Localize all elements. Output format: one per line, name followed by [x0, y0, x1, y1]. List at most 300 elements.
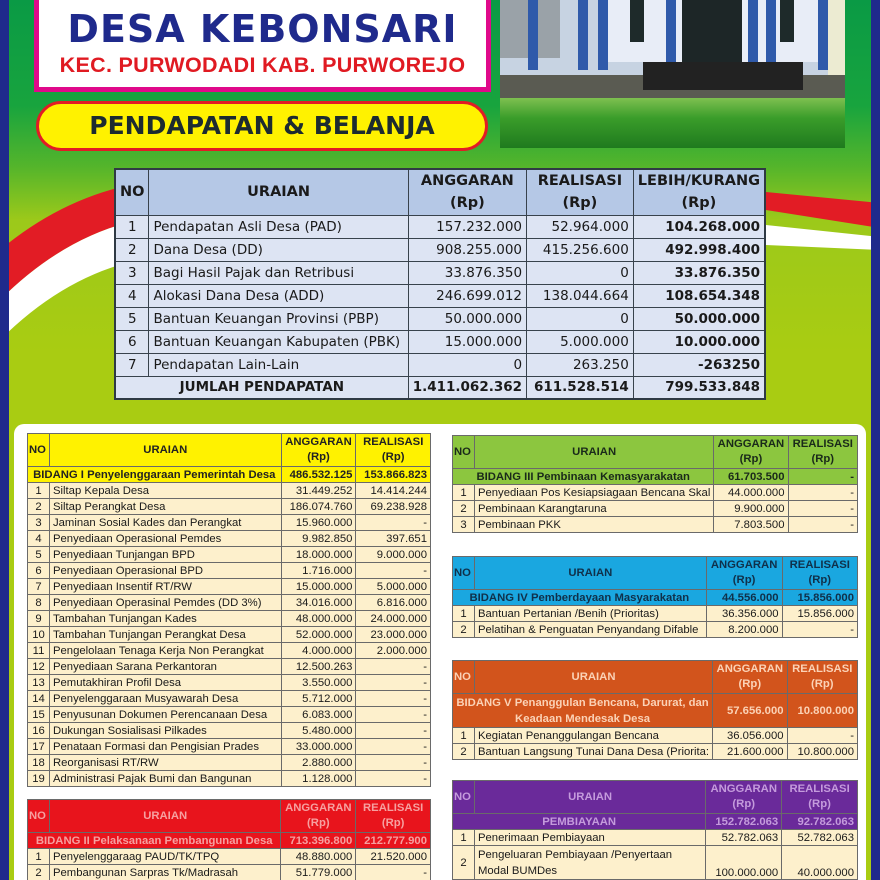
right-frame-bar — [871, 0, 880, 880]
row-realisasi: - — [356, 675, 431, 691]
table-row — [453, 622, 858, 638]
unit-label: (Rp) — [307, 817, 330, 829]
lebih-kurang-unit: (Rp) — [681, 195, 717, 212]
row-realisasi: 23.000.000 — [356, 627, 431, 643]
col-header-no: NO — [453, 436, 475, 469]
section-pill: PENDAPATAN & BELANJA — [36, 101, 488, 151]
table-row — [115, 261, 765, 284]
row-no: 10 — [28, 627, 50, 643]
unit-label: (Rp) — [732, 798, 756, 810]
col-header-anggaran — [713, 661, 787, 694]
anggaran-label: ANGGARAN — [710, 783, 777, 795]
bidang-summary-row — [453, 469, 858, 485]
row-uraian: Dana Desa (DD) — [149, 238, 408, 261]
table-row — [28, 755, 431, 771]
table-row — [115, 215, 765, 238]
row-realisasi: - — [788, 501, 858, 517]
row-anggaran: 52.000.000 — [281, 627, 356, 643]
row-anggaran: 186.074.760 — [281, 499, 356, 515]
bidang-5-table — [452, 660, 858, 760]
row-uraian: Siltap Perangkat Desa — [49, 499, 281, 515]
row-realisasi: - — [356, 755, 431, 771]
row-uraian-line1: Pengeluaran Pembiayaan /Penyertaan — [477, 849, 673, 861]
table-row — [453, 517, 858, 533]
bidang-1-table — [27, 433, 431, 787]
row-uraian: Jaminan Sosial Kades dan Perangkat — [49, 515, 281, 531]
table-row — [453, 501, 858, 517]
row-uraian: Penyediaan Sarana Perkantoran — [49, 659, 281, 675]
row-uraian: Tambahan Tunjangan Perangkat Desa — [49, 627, 281, 643]
col-header-anggaran — [281, 434, 356, 467]
bidang-title: PEMBIAYAAN — [453, 814, 706, 830]
row-uraian: Pelatihan & Penguatan Penyandang Difable — [474, 622, 706, 638]
row-lebih-kurang: 50.000.000 — [633, 307, 765, 330]
table-row — [453, 728, 858, 744]
row-no: 3 — [453, 517, 475, 533]
photo-pillar — [598, 0, 608, 70]
title-banner — [34, 0, 491, 92]
anggaran-unit: (Rp) — [449, 195, 485, 212]
row-no: 6 — [28, 563, 50, 579]
table-row — [28, 849, 431, 865]
table-row — [28, 579, 431, 595]
village-title: DESA KEBONSARI — [67, 7, 458, 51]
unit-label: (Rp) — [739, 453, 763, 465]
row-realisasi: - — [356, 723, 431, 739]
row-no: 1 — [115, 215, 149, 238]
bidang-title — [453, 694, 713, 728]
row-no: 2 — [115, 238, 149, 261]
row-realisasi: 24.000.000 — [356, 611, 431, 627]
row-uraian: Pengelolaan Tenaga Kerja Non Perangkat — [49, 643, 281, 659]
photo-pillar — [578, 0, 588, 70]
row-no: 3 — [28, 515, 50, 531]
row-no: 7 — [115, 353, 149, 376]
row-realisasi: 5.000.000 — [356, 579, 431, 595]
row-uraian — [474, 846, 705, 880]
row-anggaran: 12.500.263 — [281, 659, 356, 675]
table-row — [28, 627, 431, 643]
row-uraian: Reorganisasi RT/RW — [49, 755, 281, 771]
unit-label: (Rp) — [811, 453, 835, 465]
table-row — [28, 515, 431, 531]
total-lebih-kurang: 799.533.848 — [633, 376, 765, 399]
col-header-uraian: URAIAN — [49, 434, 281, 467]
row-no: 2 — [453, 744, 475, 760]
col-header-uraian: URAIAN — [474, 781, 705, 814]
row-uraian: Penyelenggaraan Musyawarah Desa — [49, 691, 281, 707]
col-header-realisasi — [787, 661, 857, 694]
row-realisasi: - — [356, 739, 431, 755]
table-row — [115, 238, 765, 261]
row-anggaran: 4.000.000 — [281, 643, 356, 659]
realisasi-label: REALISASI — [789, 783, 850, 795]
realisasi-unit: (Rp) — [562, 195, 598, 212]
realisasi-label: REALISASI — [792, 438, 853, 450]
row-no: 11 — [28, 643, 50, 659]
row-anggaran: 52.782.063 — [706, 830, 782, 846]
row-realisasi: 9.000.000 — [356, 547, 431, 563]
row-realisasi: - — [356, 865, 431, 880]
col-header-anggaran — [706, 557, 782, 590]
row-uraian: Penyediaan Insentif RT/RW — [49, 579, 281, 595]
row-realisasi: 52.964.000 — [527, 215, 634, 238]
row-uraian: Penyusunan Dokumen Perencanaan Desa — [49, 707, 281, 723]
row-uraian: Pembinaan PKK — [474, 517, 713, 533]
bidang-anggaran: 44.556.000 — [706, 590, 782, 606]
row-realisasi: 397.651 — [356, 531, 431, 547]
col-header-no: NO — [453, 781, 475, 814]
row-lebih-kurang: 108.654.348 — [633, 284, 765, 307]
bidang-realisasi: 10.800.000 — [787, 694, 857, 728]
col-header-uraian: URAIAN — [474, 661, 712, 694]
col-header-uraian: URAIAN — [474, 557, 706, 590]
row-anggaran: 7.803.500 — [714, 517, 788, 533]
row-anggaran: 51.779.000 — [281, 865, 356, 880]
table-row — [28, 771, 431, 787]
unit-label: (Rp) — [808, 574, 832, 586]
table-row — [28, 563, 431, 579]
col-header-realisasi — [788, 436, 858, 469]
row-realisasi: - — [787, 728, 857, 744]
anggaran-label: ANGGARAN — [285, 436, 352, 448]
bidang-summary-row — [453, 590, 858, 606]
row-no: 1 — [453, 485, 475, 501]
bidang-realisasi: 15.856.000 — [782, 590, 857, 606]
row-realisasi: - — [782, 622, 857, 638]
bidang-3-table — [452, 435, 858, 533]
row-realisasi: 40.000.000 — [782, 846, 858, 880]
row-anggaran: 0 — [408, 353, 526, 376]
row-realisasi: - — [356, 515, 431, 531]
row-no: 9 — [28, 611, 50, 627]
row-uraian: Penataan Formasi dan Pengisian Prades — [49, 739, 281, 755]
bidang-realisasi: 212.777.900 — [356, 833, 431, 849]
row-uraian: Administrasi Pajak Bumi dan Bangunan — [49, 771, 281, 787]
realisasi-label: REALISASI — [363, 802, 424, 814]
bidang-4-table — [452, 556, 858, 638]
row-realisasi: 6.816.000 — [356, 595, 431, 611]
anggaran-label: ANGGARAN — [717, 438, 785, 450]
realisasi-label: REALISASI — [363, 436, 424, 448]
row-anggaran: 100.000.000 — [706, 846, 782, 880]
row-realisasi: 15.856.000 — [782, 606, 857, 622]
table-row — [28, 659, 431, 675]
row-anggaran: 34.016.000 — [281, 595, 356, 611]
row-anggaran: 246.699.012 — [408, 284, 526, 307]
bidang-title: BIDANG IV Pemberdayaan Masyarakatan — [453, 590, 707, 606]
row-no: 2 — [453, 501, 475, 517]
row-realisasi: 21.520.000 — [356, 849, 431, 865]
photo-pillar — [766, 0, 776, 70]
lebih-kurang-label: LEBIH/KURANG — [637, 173, 760, 190]
row-lebih-kurang: 10.000.000 — [633, 330, 765, 353]
row-no: 2 — [453, 622, 475, 638]
total-anggaran: 1.411.062.362 — [408, 376, 526, 399]
row-anggaran: 5.712.000 — [281, 691, 356, 707]
row-uraian: Penerimaan Pembiayaan — [474, 830, 705, 846]
bidang-anggaran: 713.396.800 — [281, 833, 356, 849]
row-anggaran: 1.716.000 — [281, 563, 356, 579]
row-realisasi: 69.238.928 — [356, 499, 431, 515]
row-no: 3 — [115, 261, 149, 284]
bidang-summary-row — [453, 814, 858, 830]
village-office-photo — [500, 0, 845, 148]
row-realisasi: - — [788, 485, 858, 501]
col-header-realisasi — [356, 434, 431, 467]
row-anggaran: 3.550.000 — [281, 675, 356, 691]
row-uraian: Penyelenggaraag PAUD/TK/TPQ — [49, 849, 280, 865]
row-anggaran: 48.000.000 — [281, 611, 356, 627]
photo-pillar — [666, 0, 676, 70]
table-row — [28, 531, 431, 547]
row-lebih-kurang: 492.998.400 — [633, 238, 765, 261]
bidang-title-line1: BIDANG V Penanggulan Bencana, Darurat, dan — [456, 696, 709, 709]
col-header-lebih-kurang — [633, 169, 765, 215]
col-header-realisasi — [527, 169, 634, 215]
row-no: 1 — [453, 606, 475, 622]
bidang-title: BIDANG III Pembinaan Kemasyarakatan — [453, 469, 714, 485]
table-row — [28, 595, 431, 611]
row-anggaran: 15.960.000 — [281, 515, 356, 531]
table-row — [115, 284, 765, 307]
table-row — [28, 483, 431, 499]
col-header-uraian: URAIAN — [474, 436, 713, 469]
row-anggaran: 9.982.850 — [281, 531, 356, 547]
row-uraian: Pendapatan Lain-Lain — [149, 353, 408, 376]
photo-right-building — [828, 0, 845, 85]
row-uraian: Penyediaan Pos Kesiapsiagaan Bencana Skal — [474, 485, 713, 501]
bidang-anggaran: 61.703.500 — [714, 469, 788, 485]
bidang-realisasi: 153.866.823 — [356, 467, 431, 483]
row-no: 1 — [28, 483, 50, 499]
photo-pillar — [818, 0, 828, 70]
row-realisasi: - — [356, 771, 431, 787]
row-realisasi: 263.250 — [527, 353, 634, 376]
anggaran-label: ANGGARAN — [716, 663, 784, 675]
row-no: 5 — [28, 547, 50, 563]
row-uraian: Pembangunan Sarpras Tk/Madrasah — [49, 865, 280, 880]
row-realisasi: 14.414.244 — [356, 483, 431, 499]
table-row — [115, 330, 765, 353]
row-no: 17 — [28, 739, 50, 755]
left-frame-bar — [0, 0, 9, 880]
bidang-summary-row — [453, 694, 858, 728]
row-no: 14 — [28, 691, 50, 707]
realisasi-label: REALISASI — [789, 559, 850, 571]
row-no: 15 — [28, 707, 50, 723]
row-anggaran: 8.200.000 — [706, 622, 782, 638]
bidang-title: BIDANG II Pelaksanaan Pembangunan Desa — [28, 833, 281, 849]
col-header-realisasi — [356, 800, 431, 833]
row-no: 7 — [28, 579, 50, 595]
row-anggaran: 21.600.000 — [713, 744, 787, 760]
table-row — [28, 547, 431, 563]
table-row — [28, 723, 431, 739]
unit-label: (Rp) — [810, 678, 834, 690]
row-anggaran: 2.880.000 — [281, 755, 356, 771]
realisasi-label: REALISASI — [792, 663, 853, 675]
row-anggaran: 15.000.000 — [281, 579, 356, 595]
row-realisasi: - — [356, 659, 431, 675]
col-header-anggaran — [281, 800, 356, 833]
table-row — [28, 691, 431, 707]
row-no: 8 — [28, 595, 50, 611]
row-anggaran: 9.900.000 — [714, 501, 788, 517]
col-header-no: NO — [28, 434, 50, 467]
table-row — [28, 499, 431, 515]
row-realisasi: 0 — [527, 261, 634, 284]
row-realisasi: 2.000.000 — [356, 643, 431, 659]
row-anggaran: 33.000.000 — [281, 739, 356, 755]
row-no: 4 — [28, 531, 50, 547]
row-realisasi: - — [356, 707, 431, 723]
row-uraian: Bantuan Keuangan Provinsi (PBP) — [149, 307, 408, 330]
realisasi-label: REALISASI — [537, 173, 623, 190]
unit-label: (Rp) — [381, 817, 405, 829]
row-anggaran: 36.056.000 — [713, 728, 787, 744]
unit-label: (Rp) — [732, 574, 756, 586]
photo-window — [630, 0, 644, 42]
row-uraian: Bantuan Keuangan Kabupaten (PBK) — [149, 330, 408, 353]
col-header-anggaran — [408, 169, 526, 215]
table-row — [453, 846, 858, 880]
table-row — [115, 353, 765, 376]
row-no: 16 — [28, 723, 50, 739]
row-uraian: Bantuan Pertanian /Benih (Prioritas) — [474, 606, 706, 622]
table-row — [28, 865, 431, 880]
table-row — [453, 744, 858, 760]
bidang-title-line2: Keadaan Mendesak Desa — [515, 712, 651, 725]
table-row — [453, 606, 858, 622]
table-row — [28, 611, 431, 627]
row-realisasi: - — [356, 691, 431, 707]
photo-pillar — [748, 0, 758, 70]
unit-label: (Rp) — [738, 678, 762, 690]
row-uraian: Siltap Kepala Desa — [49, 483, 281, 499]
bidang-summary-row — [28, 833, 431, 849]
col-header-anggaran — [706, 781, 782, 814]
col-header-uraian: URAIAN — [149, 169, 408, 215]
row-no: 5 — [115, 307, 149, 330]
row-uraian: Bantuan Langsung Tunai Dana Desa (Priorita: — [474, 744, 712, 760]
col-header-realisasi — [782, 557, 857, 590]
row-lebih-kurang: -263250 — [633, 353, 765, 376]
photo-rice-field — [500, 98, 845, 148]
row-uraian: Pembinaan Karangtaruna — [474, 501, 713, 517]
row-uraian: Kegiatan Penanggulangan Bencana — [474, 728, 712, 744]
row-realisasi: 10.800.000 — [787, 744, 857, 760]
row-anggaran: 36.356.000 — [706, 606, 782, 622]
row-realisasi: 5.000.000 — [527, 330, 634, 353]
row-anggaran: 31.449.252 — [281, 483, 356, 499]
row-uraian-line2: Modal BUMDes — [477, 865, 558, 877]
row-realisasi: 138.044.664 — [527, 284, 634, 307]
col-header-anggaran — [714, 436, 788, 469]
row-realisasi: - — [788, 517, 858, 533]
row-no: 13 — [28, 675, 50, 691]
bidang-anggaran: 486.532.125 — [281, 467, 356, 483]
row-lebih-kurang: 104.268.000 — [633, 215, 765, 238]
row-anggaran: 44.000.000 — [714, 485, 788, 501]
col-header-no: NO — [453, 661, 475, 694]
row-anggaran: 15.000.000 — [408, 330, 526, 353]
anggaran-label: ANGGARAN — [420, 173, 514, 190]
table-row — [115, 307, 765, 330]
col-header-realisasi — [782, 781, 858, 814]
table-row — [28, 707, 431, 723]
unit-label: (Rp) — [808, 798, 831, 810]
row-uraian: Penyediaan Operasional Pemdes — [49, 531, 281, 547]
row-no: 2 — [453, 846, 475, 880]
bidang-2-table — [27, 799, 431, 880]
row-no: 1 — [453, 728, 475, 744]
col-header-uraian: URAIAN — [49, 800, 280, 833]
row-no: 19 — [28, 771, 50, 787]
col-header-no: NO — [28, 800, 50, 833]
row-realisasi: 52.782.063 — [782, 830, 858, 846]
row-uraian: Dukungan Sosialisasi Pilkades — [49, 723, 281, 739]
row-no: 6 — [115, 330, 149, 353]
photo-window — [780, 0, 794, 42]
photo-steps — [643, 62, 803, 90]
row-anggaran: 48.880.000 — [281, 849, 356, 865]
photo-door — [682, 0, 742, 62]
row-no: 2 — [28, 865, 50, 880]
row-no: 12 — [28, 659, 50, 675]
anggaran-label: ANGGARAN — [285, 802, 352, 814]
row-uraian: Alokasi Dana Desa (ADD) — [149, 284, 408, 307]
row-anggaran: 50.000.000 — [408, 307, 526, 330]
bidang-summary-row — [28, 467, 431, 483]
row-anggaran: 6.083.000 — [281, 707, 356, 723]
row-realisasi: - — [356, 563, 431, 579]
row-uraian: Pendapatan Asli Desa (PAD) — [149, 215, 408, 238]
row-lebih-kurang: 33.876.350 — [633, 261, 765, 284]
district-subtitle: KEC. PURWODADI KAB. PURWOREJO — [59, 53, 466, 77]
total-row — [115, 376, 765, 399]
table-row — [453, 485, 858, 501]
row-realisasi: 415.256.600 — [527, 238, 634, 261]
total-realisasi: 611.528.514 — [527, 376, 634, 399]
row-anggaran: 157.232.000 — [408, 215, 526, 238]
row-uraian: Penyediaan Operasinal Pemdes (DD 3%) — [49, 595, 281, 611]
table-row — [28, 643, 431, 659]
bidang-realisasi: 92.782.063 — [782, 814, 858, 830]
col-header-no: NO — [115, 169, 149, 215]
row-uraian: Pemutakhiran Profil Desa — [49, 675, 281, 691]
row-no: 2 — [28, 499, 50, 515]
row-no: 1 — [453, 830, 475, 846]
row-uraian: Penyediaan Operasional BPD — [49, 563, 281, 579]
bidang-title: BIDANG I Penyelenggaraan Pemerintah Desa — [28, 467, 282, 483]
unit-label: (Rp) — [307, 451, 330, 463]
bidang-realisasi: - — [788, 469, 858, 485]
unit-label: (Rp) — [381, 451, 405, 463]
table-row — [28, 675, 431, 691]
row-no: 1 — [28, 849, 50, 865]
row-uraian: Tambahan Tunjangan Kades — [49, 611, 281, 627]
photo-pillar — [528, 0, 538, 70]
row-anggaran: 5.480.000 — [281, 723, 356, 739]
row-anggaran: 18.000.000 — [281, 547, 356, 563]
total-label: JUMLAH PENDAPATAN — [115, 376, 408, 399]
row-anggaran: 1.128.000 — [281, 771, 356, 787]
pembiayaan-table — [452, 780, 858, 880]
row-anggaran: 33.876.350 — [408, 261, 526, 284]
row-uraian: Bagi Hasil Pajak dan Retribusi — [149, 261, 408, 284]
table-row — [453, 830, 858, 846]
